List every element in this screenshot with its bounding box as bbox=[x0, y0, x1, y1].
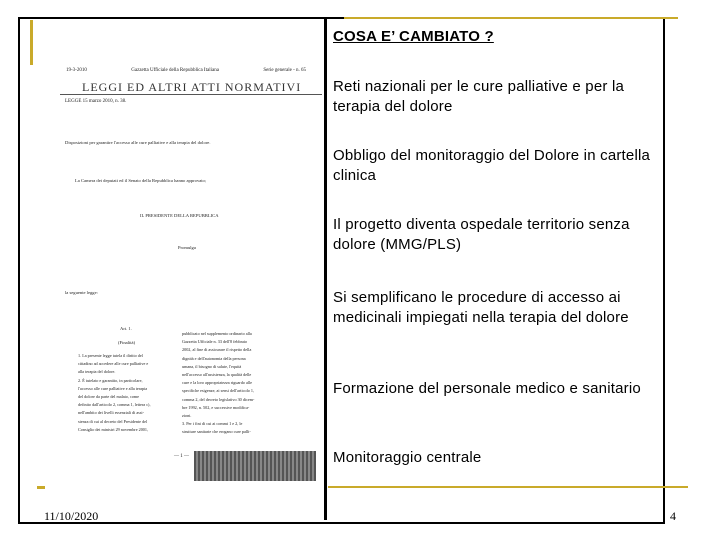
right-col-line: nell'accesso all'assistenza, la qualità delle bbox=[182, 372, 252, 378]
right-col-line: pubblicato nel supplemento ordinario alla bbox=[182, 331, 252, 336]
law-approval: La Camera dei deputati ed il Senato della Repubblica hanno approvato; bbox=[75, 178, 207, 183]
right-col-line: strutture sanitarie che erogano cure palli- bbox=[182, 429, 251, 435]
gazette-title: LEGGI ED ALTRI ATTI NORMATIVI bbox=[82, 80, 302, 94]
gold-accent-top-line bbox=[344, 17, 678, 19]
article-label: Art. 1. bbox=[120, 326, 132, 331]
law-intro: Disposizioni per garantire l'accesso alle cure palliative e alla terapia del dolore. bbox=[65, 140, 211, 145]
right-col-line: 3. Per i fini di cui ai commi 1 e 2, le bbox=[182, 421, 243, 427]
left-col-line: 1. La presente legge tutela il diritto del bbox=[78, 353, 143, 358]
law-president: IL PRESIDENTE DELLA REPUBBLICA bbox=[140, 213, 219, 218]
gazette-series: Serie generale - n. 65 bbox=[263, 68, 306, 73]
right-col-line: zioni. bbox=[182, 413, 192, 419]
gazette-header bbox=[66, 68, 306, 73]
left-col-line: Consiglio dei ministri 29 novembre 2001, bbox=[78, 426, 149, 432]
left-col-line: stenza di cui al decreto del Presidente del bbox=[78, 418, 148, 424]
bullet-item: Si semplificano le procedure di accesso ai medicinali impiegati nella terapia del dolore bbox=[333, 289, 629, 326]
left-col-line: nell'ambito dei livelli essenziali di assi- bbox=[78, 410, 144, 416]
stamp-block bbox=[194, 451, 316, 481]
right-col-line: cure e la loro appropriatezza riguardo alle bbox=[182, 380, 252, 386]
left-column bbox=[78, 352, 178, 434]
law-reference: LEGGE 15 marzo 2010, n. 38. bbox=[65, 99, 127, 104]
right-col-line: bre 1992, n. 502, e successive modifica- bbox=[182, 404, 250, 410]
right-col-line: Gazzetta Ufficiale n. 33 dell'8 febbraio bbox=[182, 339, 248, 345]
left-col-line: del dolore da parte del malato, come bbox=[78, 394, 140, 400]
left-col-line: definito dall'articolo 2, comma 1, lettera c), bbox=[78, 402, 151, 408]
right-col-line: dignità e dell'autonomia della persona bbox=[182, 355, 246, 361]
gazette-date: 19-3-2010 bbox=[66, 68, 87, 73]
gazette-name: Gazzetta Ufficiale della Repubblica Italiana bbox=[131, 68, 219, 73]
content-divider bbox=[324, 18, 327, 520]
gold-accent-tick bbox=[37, 486, 45, 489]
footer-date: 11/10/2020 bbox=[44, 509, 99, 523]
page-mark: — 1 — bbox=[174, 454, 189, 459]
slide-heading: COSA E’ CAMBIATO ? bbox=[333, 28, 494, 45]
right-col-line: 2002, al fine di assicurare il rispetto della bbox=[182, 347, 252, 353]
left-col-line: cittadino ad accedere alle cure palliative e bbox=[78, 361, 149, 367]
gold-accent-vertical bbox=[30, 20, 33, 65]
article-subtitle: (Finalità) bbox=[118, 340, 136, 345]
page-number: 4 bbox=[670, 509, 676, 523]
law-following: la seguente legge: bbox=[65, 290, 98, 295]
gold-accent-bottom-line bbox=[328, 486, 688, 488]
bullet-item: Formazione del personale medico e sanitario bbox=[333, 380, 641, 397]
left-col-line: l'accesso alle cure palliative e alla terapia bbox=[78, 385, 148, 391]
law-document-scan bbox=[60, 68, 322, 488]
right-col-line: specifiche esigenze, ai sensi dell'articolo 1, bbox=[182, 388, 255, 394]
law-promulga: Promulga bbox=[178, 245, 196, 250]
bullet-item: Obbligo del monitoraggio del Dolore in cartella clinica bbox=[333, 147, 651, 184]
bullet-item: Monitoraggio centrale bbox=[333, 449, 482, 466]
right-col-line: comma 2, del decreto legislativo 30 dicem- bbox=[182, 396, 255, 402]
right-column bbox=[182, 330, 292, 437]
left-col-line: alla terapia del dolore. bbox=[78, 369, 116, 375]
bullet-item: Reti nazionali per le cure palliative e per la terapia del dolore bbox=[333, 78, 625, 115]
bullet-item: Il progetto diventa ospedale territorio senza dolore (MMG/PLS) bbox=[333, 216, 630, 253]
gazette-rule bbox=[60, 94, 322, 95]
left-col-line: 2. È tutelato e garantito, in particolare, bbox=[78, 377, 143, 383]
right-col-line: umana, il bisogno di salute, l'equità bbox=[182, 363, 242, 369]
